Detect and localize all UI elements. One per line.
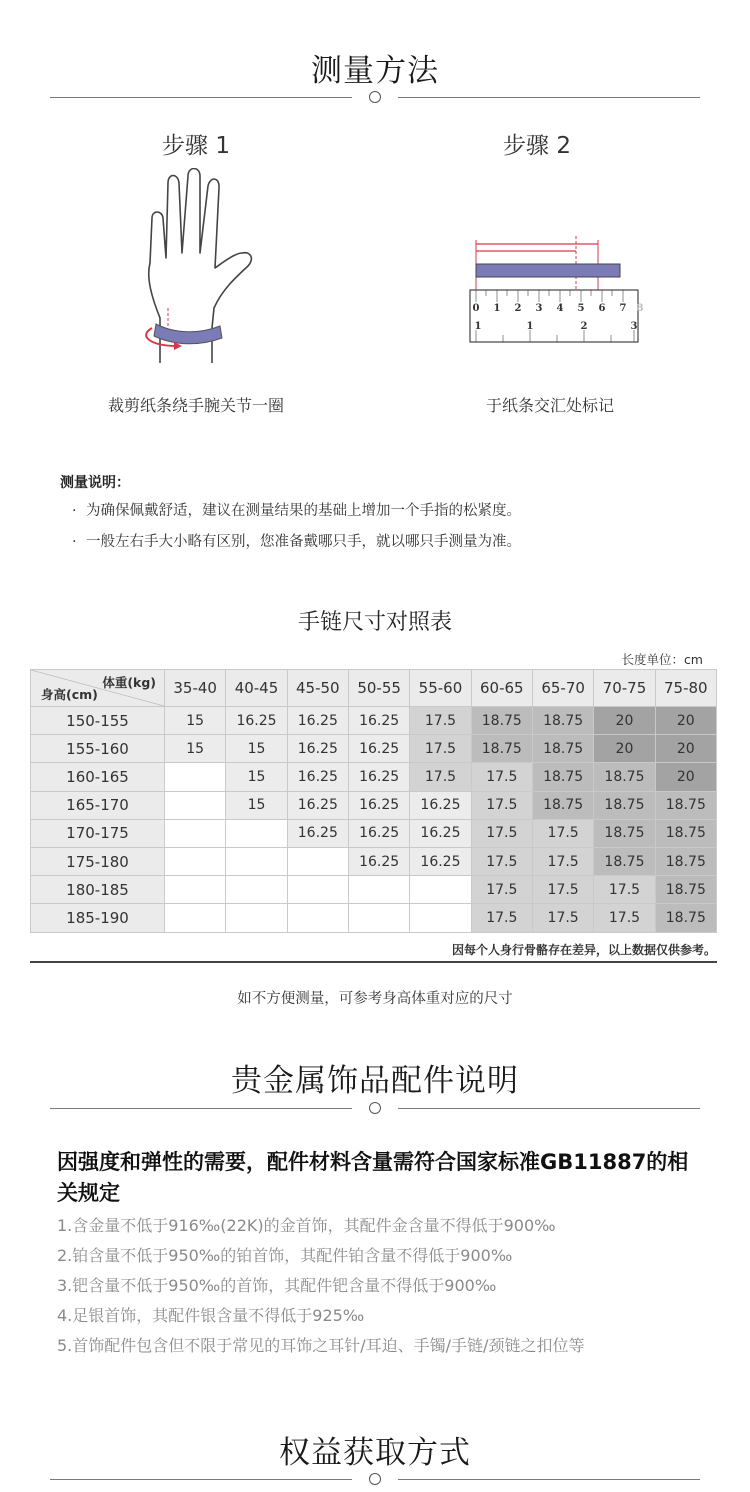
- size-cell: 17.5: [471, 763, 532, 791]
- ruler-inch-tick: 1: [474, 321, 482, 332]
- unit-note: 长度单位：cm: [621, 652, 703, 667]
- size-cell: 18.75: [655, 876, 716, 904]
- height-row-header: 175-180: [31, 847, 165, 875]
- size-cell: 18.75: [532, 707, 593, 735]
- size-cell: [165, 876, 226, 904]
- size-cell: 15: [226, 763, 287, 791]
- weight-col-header: 70-75: [594, 670, 655, 707]
- size-table: [30, 669, 717, 933]
- height-row-header: 155-160: [31, 735, 165, 763]
- weight-col-header: 75-80: [655, 670, 716, 707]
- circle-ornament-icon: [369, 1102, 381, 1114]
- step1-caption: 裁剪纸条绕手腕关节一圈: [107, 396, 284, 415]
- table-row: [31, 735, 717, 763]
- accessory-rule-item: 1.含金量不低于916‰(22K)的金首饰，其配件金含量不得低于900‰: [57, 1216, 556, 1235]
- size-cell: 18.75: [471, 707, 532, 735]
- size-cell: [226, 819, 287, 847]
- size-cell: [226, 904, 287, 932]
- size-cell: [165, 819, 226, 847]
- size-cell: 20: [655, 763, 716, 791]
- height-row-header: 160-165: [31, 763, 165, 791]
- height-row-header: 170-175: [31, 819, 165, 847]
- hand-wrap-illustration-icon: [130, 168, 270, 378]
- ruler-cm-tick: 5: [577, 303, 585, 314]
- size-cell: 18.75: [594, 847, 655, 875]
- size-cell: 18.75: [532, 763, 593, 791]
- size-cell: 20: [655, 707, 716, 735]
- size-cell: 17.5: [410, 763, 471, 791]
- table-row: [31, 707, 717, 735]
- size-cell: 18.75: [594, 763, 655, 791]
- size-cell: 16.25: [348, 707, 409, 735]
- ruler-cm-tick: 2: [514, 303, 522, 314]
- corner-height-label: 身高(cm): [41, 687, 98, 702]
- size-cell: 16.25: [410, 819, 471, 847]
- size-cell: 15: [165, 707, 226, 735]
- size-cell: 16.25: [348, 819, 409, 847]
- size-cell: 18.75: [594, 791, 655, 819]
- ruler-cm-tick: 8: [636, 303, 644, 314]
- size-cell: 17.5: [471, 791, 532, 819]
- size-cell: 16.25: [287, 791, 348, 819]
- size-cell: [348, 904, 409, 932]
- height-row-header: 150-155: [31, 707, 165, 735]
- size-cell: 16.25: [287, 707, 348, 735]
- ruler-illustration-icon: [468, 232, 644, 344]
- size-cell: [165, 847, 226, 875]
- size-cell: [410, 904, 471, 932]
- table-row: [31, 819, 717, 847]
- size-cell: [226, 847, 287, 875]
- table-row: [31, 904, 717, 932]
- table-corner: [31, 670, 165, 707]
- size-cell: 15: [226, 791, 287, 819]
- size-cell: 16.25: [410, 791, 471, 819]
- circle-ornament-icon: [369, 91, 381, 103]
- ruler-cm-tick: 6: [598, 303, 606, 314]
- size-cell: 20: [655, 735, 716, 763]
- accessory-rule-item: 3.钯含量不低于950‰的首饰，其配件钯含量不得低于900‰: [57, 1276, 497, 1295]
- size-cell: [165, 791, 226, 819]
- accessories-heading: 因强度和弹性的需要，配件材料含量需符合国家标准GB11887的相关规定: [57, 1150, 689, 1205]
- weight-col-header: 50-55: [348, 670, 409, 707]
- circle-ornament-icon: [369, 1473, 381, 1485]
- size-cell: 17.5: [410, 735, 471, 763]
- size-cell: [287, 847, 348, 875]
- notes-heading: 测量说明：: [60, 475, 130, 491]
- size-cell: 16.25: [287, 763, 348, 791]
- size-cell: 16.25: [287, 819, 348, 847]
- weight-col-header: 35-40: [165, 670, 226, 707]
- size-cell: 18.75: [655, 819, 716, 847]
- step1-title: 步骤 1: [162, 133, 230, 159]
- size-cell: 18.75: [655, 847, 716, 875]
- ruler-cm-tick: 7: [619, 303, 627, 314]
- weight-col-header: 45-50: [287, 670, 348, 707]
- height-row-header: 185-190: [31, 904, 165, 932]
- table-row: [31, 876, 717, 904]
- section-title-accessories: 贵金属饰品配件说明: [231, 1063, 519, 1099]
- size-cell: 17.5: [471, 904, 532, 932]
- size-cell: 16.25: [348, 847, 409, 875]
- section-title-measure: 测量方法: [311, 53, 439, 89]
- table-row: [31, 791, 717, 819]
- ruler-cm-tick: 1: [493, 303, 501, 314]
- size-cell: 17.5: [532, 876, 593, 904]
- size-cell: 17.5: [471, 847, 532, 875]
- note-item: · 为确保佩戴舒适，建议在测量结果的基础上增加一个手指的松紧度。: [72, 503, 521, 519]
- section-title-benefits: 权益获取方式: [279, 1435, 471, 1471]
- divider: [50, 91, 700, 105]
- size-cell: 18.75: [532, 791, 593, 819]
- size-cell: [348, 876, 409, 904]
- size-cell: 20: [594, 735, 655, 763]
- size-cell: [287, 876, 348, 904]
- note-item: · 一般左右手大小略有区别，您准备戴哪只手，就以哪只手测量为准。: [72, 534, 521, 550]
- size-cell: [165, 904, 226, 932]
- size-cell: [226, 876, 287, 904]
- weight-col-header: 40-45: [226, 670, 287, 707]
- ruler-cm-tick: 4: [556, 303, 564, 314]
- accessory-rule-item: 2.铂含量不低于950‰的铂首饰，其配件铂含量不得低于900‰: [57, 1246, 513, 1265]
- size-cell: [287, 904, 348, 932]
- size-cell: 16.25: [410, 847, 471, 875]
- table-row: [31, 763, 717, 791]
- ruler-cm-tick: 0: [472, 303, 480, 314]
- weight-col-header: 55-60: [410, 670, 471, 707]
- accessory-rule-item: 5.首饰配件包含但不限于常见的耳饰之耳针/耳迫、手镯/手链/颈链之扣位等: [57, 1336, 585, 1355]
- weight-col-header: 60-65: [471, 670, 532, 707]
- divider: [50, 1102, 700, 1116]
- size-cell: 18.75: [655, 904, 716, 932]
- step2-title: 步骤 2: [503, 133, 571, 159]
- size-cell: 17.5: [532, 904, 593, 932]
- ruler-cm-tick: 3: [535, 303, 543, 314]
- divider: [50, 1473, 700, 1487]
- corner-weight-label: 体重(kg): [102, 675, 156, 690]
- size-cell: 17.5: [410, 707, 471, 735]
- size-cell: 16.25: [348, 763, 409, 791]
- size-cell: 15: [226, 735, 287, 763]
- size-cell: 16.25: [348, 735, 409, 763]
- ruler-inch-tick: 3: [630, 321, 638, 332]
- table-row: [31, 847, 717, 875]
- size-cell: 17.5: [532, 819, 593, 847]
- size-cell: 17.5: [594, 904, 655, 932]
- table-bottom-rule: [30, 961, 717, 963]
- below-table-note: 如不方便测量，可参考身高体重对应的尺寸: [237, 991, 513, 1007]
- size-cell: 16.25: [348, 791, 409, 819]
- height-row-header: 165-170: [31, 791, 165, 819]
- size-cell: 15: [165, 735, 226, 763]
- weight-col-header: 65-70: [532, 670, 593, 707]
- step2-caption: 于纸条交汇处标记: [485, 396, 614, 415]
- accessory-rule-item: 4.足银首饰，其配件银含量不得低于925‰: [57, 1306, 365, 1325]
- size-cell: [165, 763, 226, 791]
- height-row-header: 180-185: [31, 876, 165, 904]
- size-cell: 16.25: [226, 707, 287, 735]
- size-cell: 20: [594, 707, 655, 735]
- table-footnote: 因每个人身行骨骼存在差异，以上数据仅供参考。: [451, 943, 716, 957]
- size-cell: 17.5: [471, 819, 532, 847]
- size-cell: 16.25: [287, 735, 348, 763]
- size-cell: 17.5: [532, 847, 593, 875]
- size-cell: 17.5: [594, 876, 655, 904]
- table-header-row: [31, 670, 717, 707]
- ruler-inch-tick: 2: [580, 321, 588, 332]
- ruler-inch-tick: 1: [526, 321, 534, 332]
- size-cell: 17.5: [471, 876, 532, 904]
- size-cell: 18.75: [471, 735, 532, 763]
- size-table-title: 手链尺寸对照表: [297, 610, 452, 635]
- size-cell: [410, 876, 471, 904]
- size-cell: 18.75: [532, 735, 593, 763]
- size-cell: 18.75: [655, 791, 716, 819]
- size-cell: 18.75: [594, 819, 655, 847]
